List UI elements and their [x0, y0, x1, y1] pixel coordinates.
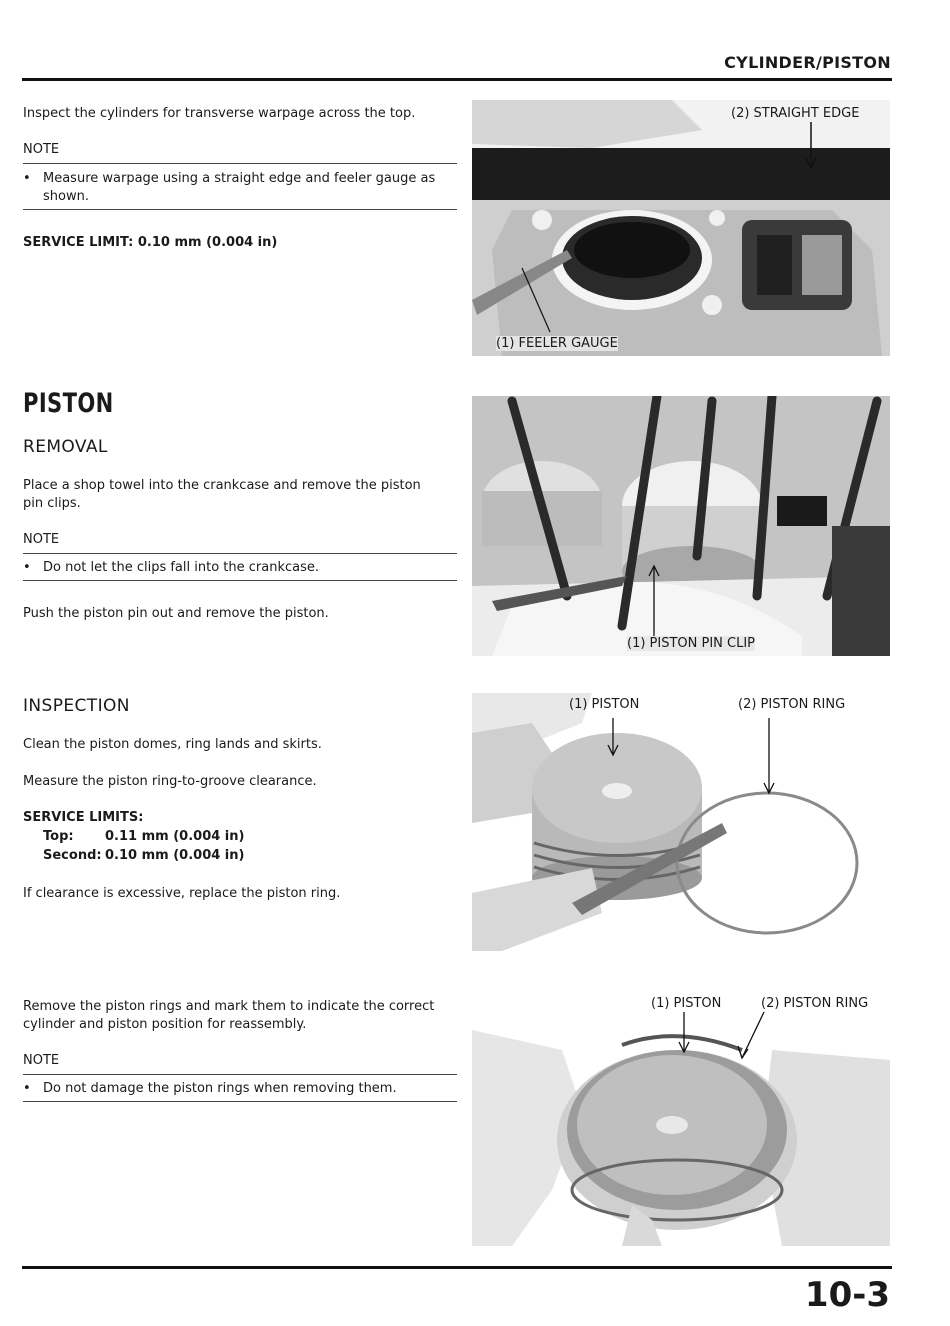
limit-top-label: Top:: [43, 829, 74, 844]
callout-piston-ring: (2) PISTON RING: [761, 996, 869, 1011]
callout-piston: (1) PISTON: [569, 697, 640, 712]
callout-straight-edge: (2) STRAIGHT EDGE: [731, 106, 860, 121]
note-item: • Do not damage the piston rings when removing them.: [43, 1080, 397, 1098]
removal-text: [23, 477, 421, 513]
header-rule: [22, 78, 892, 81]
inspection-text-3: If clearance is excessive, replace the piston ring.: [23, 886, 341, 901]
note-rule: [23, 553, 457, 554]
callout-piston: (1) PISTON: [651, 996, 722, 1011]
service-limit: SERVICE LIMIT: 0.10 mm (0.004 in): [23, 235, 278, 250]
footer-rule: [22, 1266, 892, 1269]
note-rule: [23, 1101, 457, 1102]
section-title: CYLINDER/PISTON: [724, 53, 891, 72]
note-label: NOTE: [23, 1053, 60, 1068]
ring-removal-photo: [472, 990, 890, 1246]
cylinder-warpage-photo: [472, 100, 890, 356]
callout-piston-pin-clip: (1) PISTON PIN CLIP: [627, 636, 756, 651]
removal-text-2: Push the piston pin out and remove the piston.: [23, 606, 329, 621]
note-line: • Measure warpage using a straight edge and feeler gauge as: [43, 171, 436, 186]
subheading-inspection: INSPECTION: [23, 696, 130, 716]
note-rule: [23, 580, 457, 581]
note-rule: [23, 163, 457, 164]
removal-line: pin clips.: [23, 496, 81, 511]
note-item: • Do not let the clips fall into the crankcase.: [43, 559, 319, 577]
limit-top-value: 0.11 mm (0.004 in): [105, 829, 245, 844]
note-line: shown.: [43, 189, 89, 204]
page-number: 10-3: [804, 1275, 890, 1315]
cylinder-intro: Inspect the cylinders for transverse warpage across the top.: [23, 106, 416, 121]
section-heading-piston: PISTON: [23, 388, 114, 419]
subheading-removal: REMOVAL: [23, 437, 108, 457]
inspection-text-2: Measure the piston ring-to-groove clearance.: [23, 774, 317, 789]
rings-line: Remove the piston rings and mark them to indicate the correct: [23, 999, 435, 1014]
callout-piston-ring: (2) PISTON RING: [738, 697, 846, 712]
inspection-text-1: Clean the piston domes, ring lands and skirts.: [23, 737, 322, 752]
note-rule: [23, 209, 457, 210]
ring-clearance-photo: [472, 693, 890, 951]
limit-second-value: 0.10 mm (0.004 in): [105, 848, 245, 863]
limit-second-label: Second:: [43, 848, 102, 863]
removal-line: Place a shop towel into the crankcase and remove the piston: [23, 478, 421, 493]
service-limits-label: SERVICE LIMITS:: [23, 810, 144, 825]
rings-line: cylinder and piston position for reassembly.: [23, 1017, 307, 1032]
piston-pin-clip-photo: [472, 396, 890, 656]
rings-text: [23, 998, 434, 1034]
note-label: NOTE: [23, 142, 60, 157]
note-item: [43, 170, 435, 206]
callout-feeler-gauge: (1) FEELER GAUGE: [496, 336, 618, 351]
note-label: NOTE: [23, 532, 60, 547]
note-rule: [23, 1074, 457, 1075]
